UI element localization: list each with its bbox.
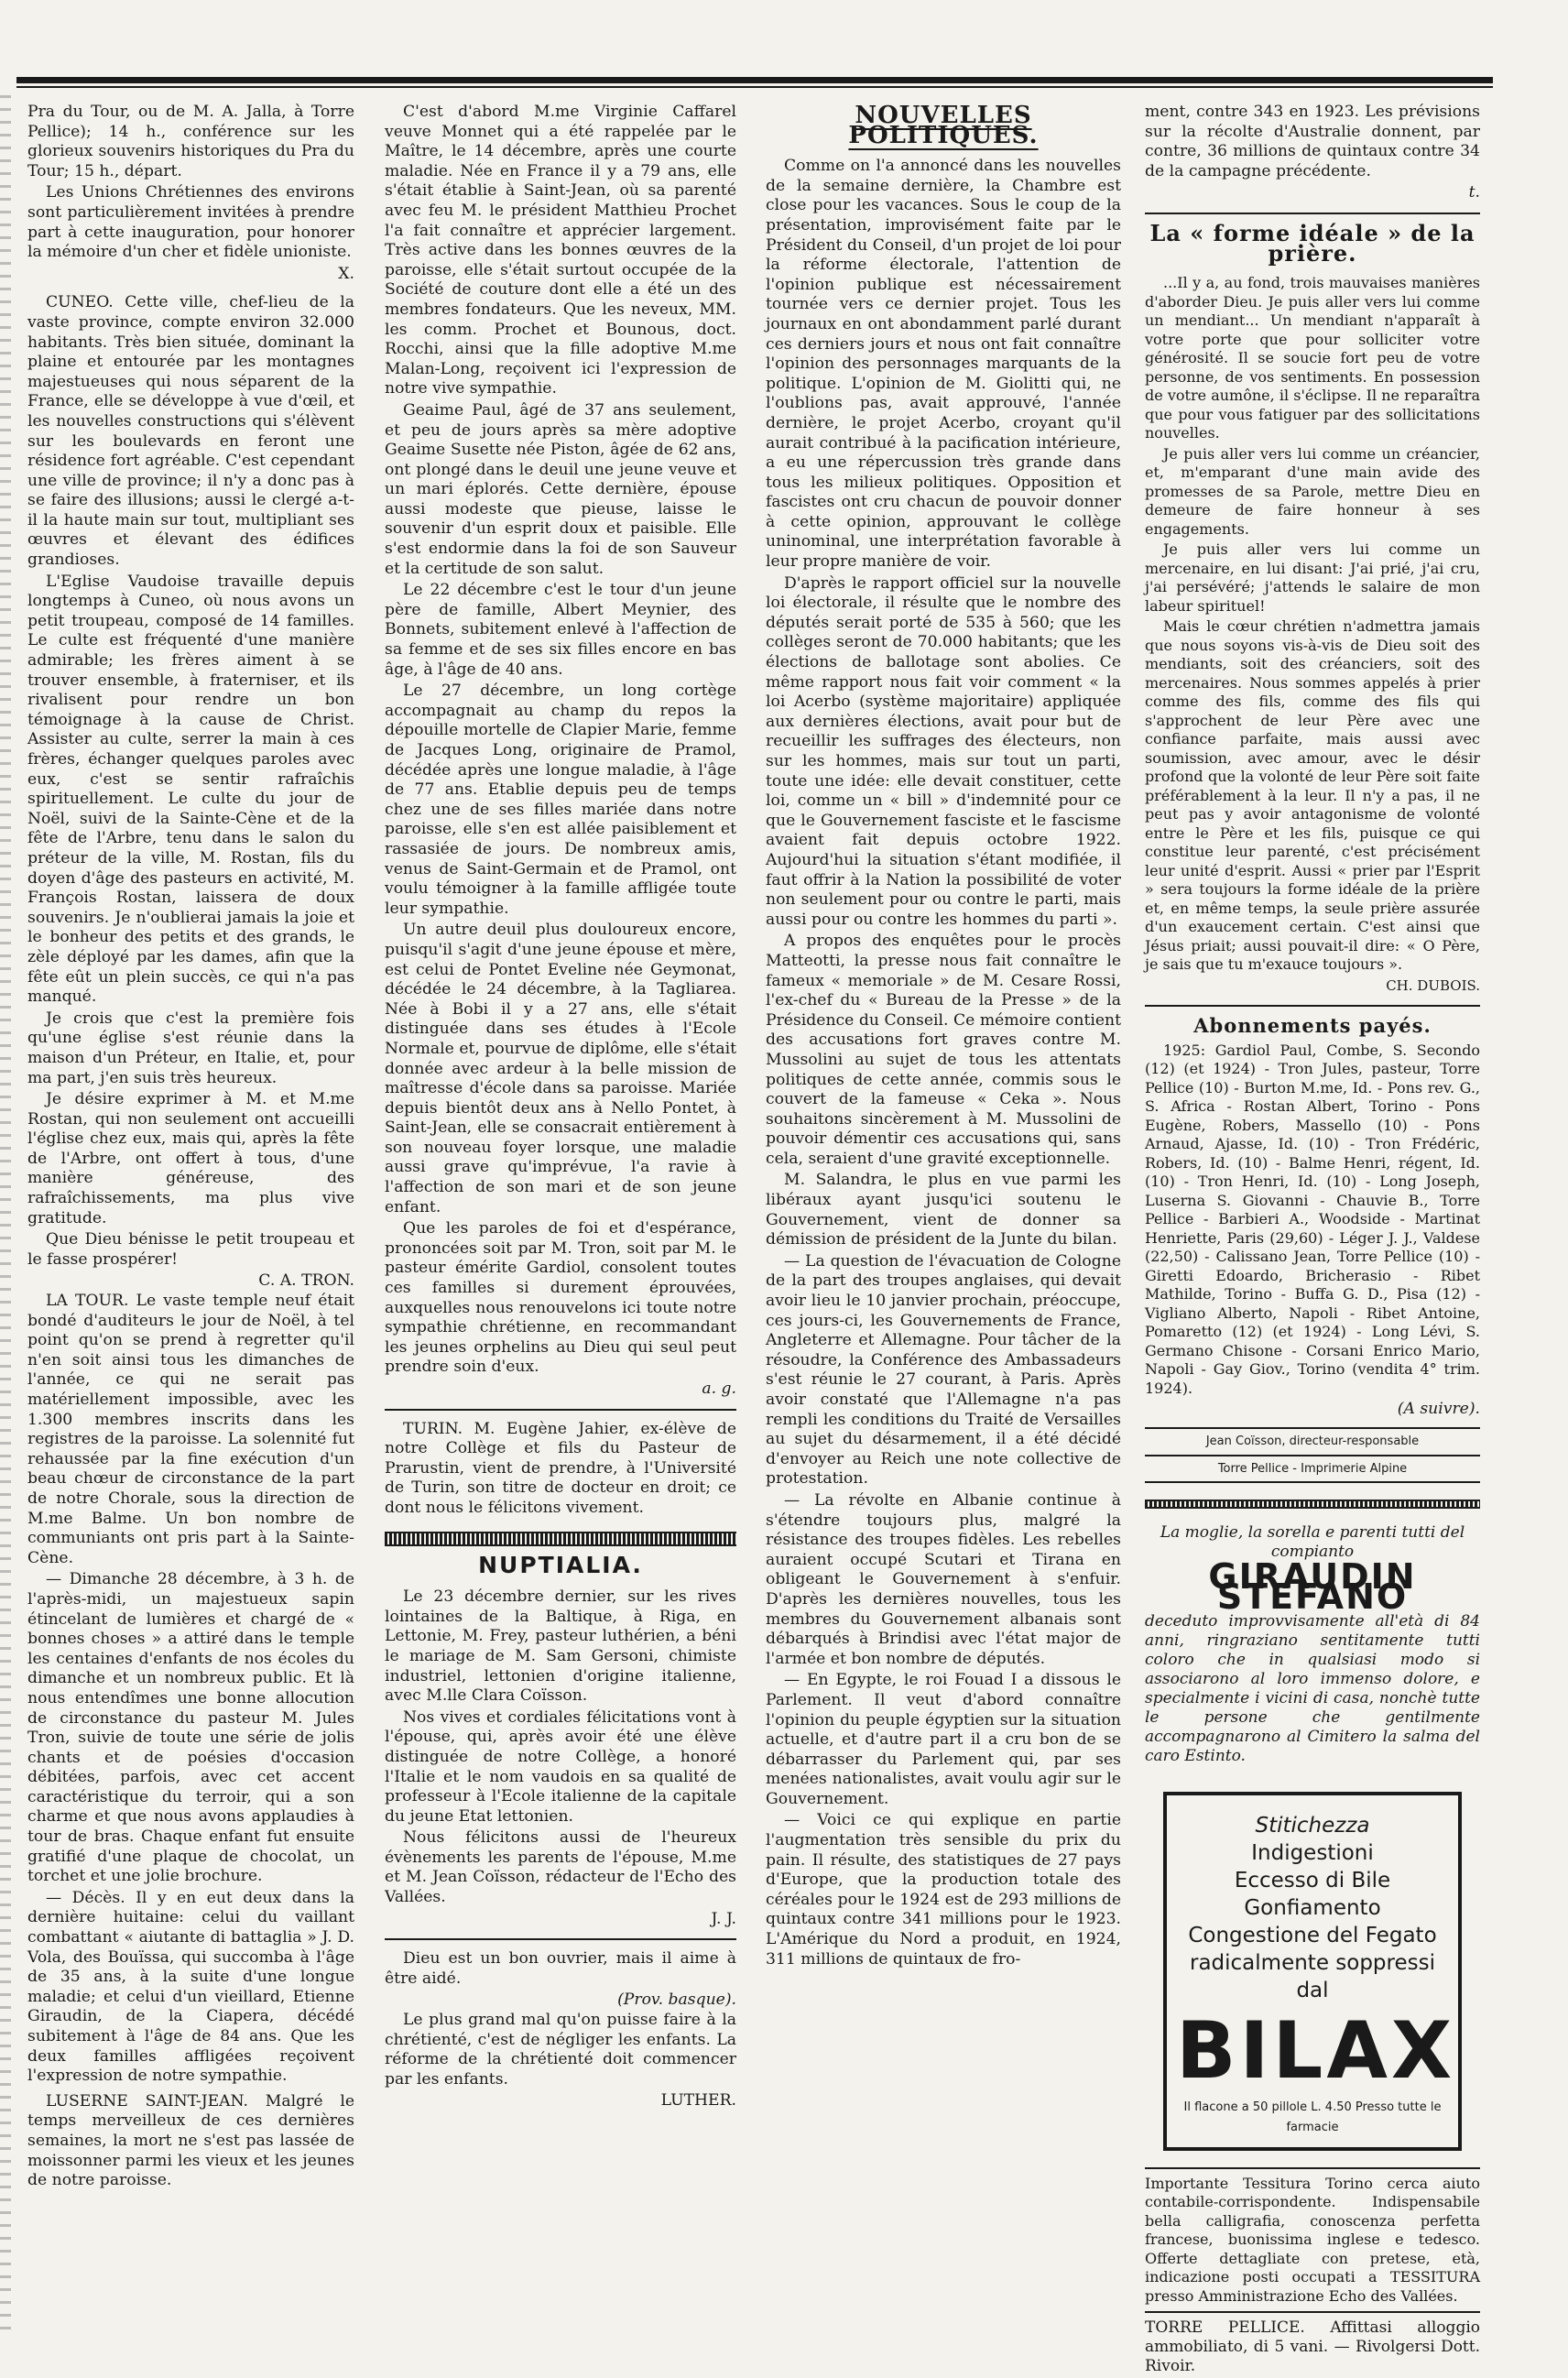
signature: (A suivre). bbox=[1397, 1400, 1480, 1419]
paragraph: Je puis aller vers lui comme un mercenaire, en lui disant: J'ai prié, j'ai cru, j'ai persévéré; j'attends le salaire de mon labeur spirituel! bbox=[1145, 540, 1480, 615]
signature: CH. DUBOIS. bbox=[1386, 976, 1480, 994]
paragraph: Nous félicitons aussi de l'heureux évènements les parents de l'épouse, M.me et M. Jean Coïsson, rédacteur de l'Echo des Vallées. bbox=[385, 1828, 736, 1907]
paragraph: L'Eglise Vaudoise travaille depuis longtemps à Cuneo, où nous avons un petit troupeau, composé de 14 familles. Le culte est fréquenté d'une manière admirable; les frères aiment à se trouver ensemble, à fraterniser, et ils rivalisent pour rendre un bon témoignage à la cause de Christ. Assister au culte, serrer la main à ces frères, échanger quelques paroles avec eux, c'est se sentir rafraîchis spirituellement. Le culte du jour de Noël, suivi de la Sainte-Cène et de la fête de l'Arbre, tenu dans le salon du préteur de la ville, M. Rostan, fils du doyen d'âge des pasteurs en activité, M. François Rostan, laissera de doux souvenirs. Je n'oublierai jamais la joie et le bonheur des petits et des grands, le zèle déployé par les dames, afin que la fête eût un plein succès, ce qui n'a pas manqué. bbox=[27, 572, 354, 1007]
column-1 bbox=[27, 103, 354, 2193]
paragraph: Mais le cœur chrétien n'admettra jamais que nous soyons vis-à-vis de Dieu soit des mendiants, soit des créanciers, soit des mercenaires. Nous sommes appelés à prier comme des fils, comme des fils qui s'approchent de leur Père avec une confiance parfaite, mais aussi avec soumission, avec amour, avec le désir profond que la volonté de leur Père soit faite préférablement à la leur. Il n'y a pas, il ne peut pas y avoir antagonisme de volonté entre le Père et les fils, puisque ce qui constitue leur parenté, c'est précisément leur unité d'esprit. Aussi « prier par l'Esprit » sera toujours la forme idéale de la prière et, en même temps, la seule prière assurée d'un exaucement certain. C'est ainsi que Jésus priait; aussi pouvait-il dire: « O Père, je sais que tu m'exauce toujours ». bbox=[1145, 617, 1480, 974]
paragraph-subscriptions: 1925: Gardiol Paul, Combe, S. Secondo (12) (et 1924) - Tron Jules, pasteur, Torre Pellice (10) - Burton M.me, Id. - Pons rev. G., S. Africa - Rostan Albert, Torino - Pons Eugène, Robers, Massello (10) - Pons Arnaud, Ajasse, Id. (10) - Tron Frédéric, Robers, Id. (10) - Balme Henri, régent, Id. (10) - Tron Henri, Id. (10) - Long Joseph, Luserna S. Giovanni - Chauvie B., Torre Pellice - Barbieri A., Woodside - Martinat Henriette, Paris (29,60) - Léger J. J., Valdese (22,50) - Calissano Jean, Torre Pellice (10) - Giretti Edoardo, Bricherasio - Ribet Mathilde, Torino - Buffa G. D., Pisa (12) - Vigliano Alberto, Napoli - Ribet Antoine, Pomaretto (12) (et 1924) - Long Lévi, S. Germano Chisone - Corsani Enrico Mario, Napoli - Gay Giov., Torino (vendita 4° trim. 1924). bbox=[1145, 1041, 1480, 1397]
paragraph: — En Egypte, le roi Fouad I a dissous le Parlement. Il veut d'abord connaître l'opinion du peuple égyptien sur la situation actuelle, et d'autre part il a cru bon de se débarrasser du Parlement qui, par ses menées nationalistes, avait voulu agir sur le Gouvernement. bbox=[766, 1671, 1121, 1808]
classified-torre-pellice: TORRE PELLICE. Affittasi alloggio ammobiliato, di 5 vani. — Rivolgersi Dott. Rivoir. bbox=[1145, 2318, 1480, 2375]
paragraph: Je désire exprimer à M. et M.me Rostan, qui non seulement ont accueilli l'église chez eux, mais qui, après la fête de l'Arbre, ont offert à tous, d'une manière généreuse, des rafraîchissements, ma plus vive gratitude. bbox=[27, 1090, 354, 1227]
obituary-intro: La moglie, la sorella e parenti tutti del compianto bbox=[1160, 1523, 1465, 1562]
signature: X. bbox=[338, 264, 354, 283]
paragraph: Le 22 décembre c'est le tour d'un jeune père de famille, Albert Meynier, des Bonnets, subitement enlevé à l'affection de sa femme et de ses six filles encore en bas âge, à l'âge de 40 ans. bbox=[385, 581, 736, 679]
ad-line: Congestione del Fegato bbox=[1188, 1924, 1437, 1948]
ad-line: radicalmente soppressi dal bbox=[1190, 1951, 1435, 2003]
section-title-nouvelles-politiques: NOUVELLES POLITIQUES. bbox=[848, 102, 1039, 149]
divider bbox=[1145, 213, 1480, 214]
signature: t. bbox=[1468, 183, 1480, 202]
paragraph: Je crois que c'est la première fois qu'une église s'est réunie dans la maison d'un Préteur, en Italie, et, pour ma part, j'en suis très heureux. bbox=[27, 1009, 354, 1087]
signature: (Prov. basque). bbox=[617, 1991, 736, 2010]
paragraph: ment, contre 343 en 1923. Les prévisions sur la récolte d'Australie donnent, par contre, 36 millions de quintaux contre 34 de la campagne précédente. bbox=[1145, 103, 1480, 180]
classified-tessitura: Importante Tessitura Torino cerca aiuto contabile-corrispondente. Indispensabile bella calligrafia, conoscenza perfetta francese, buonissima inglese e tedesco. Offerte dettagliate con pretese, età, indicazione posti occupati a TESSITURA presso Amministrazione Echo des Vallées. bbox=[1145, 2174, 1480, 2305]
paragraph: Pra du Tour, ou de M. A. Jalla, à Torre Pellice); 14 h., conférence sur les glorieux souvenirs historiques du Pra du Tour; 15 h., départ. bbox=[27, 103, 354, 180]
paragraph: Geaime Paul, âgé de 37 ans seulement, et peu de jours après sa mère adoptive Geaime Susette née Piston, âgée de 62 ans, ont plongé dans le deuil une jeune veuve et un mari éplorés. Cette dernière, épouse aussi modeste que pieuse, laisse le souvenir d'un esprit doux et paisible. Elle s'est endormie dans la foi de son Sauveur et la certitude de son salut. bbox=[385, 400, 736, 578]
obituary-name: GIRAUDIN STEFANO bbox=[1208, 1556, 1417, 1617]
signature: J. J. bbox=[711, 1909, 736, 1928]
divider bbox=[1145, 1427, 1480, 1429]
bilax-advertisement bbox=[1163, 1792, 1462, 2150]
quote: Le plus grand mal qu'on puisse faire à la chrétienté, c'est de négliger les enfants. La réforme de la chrétienté doit commencer par les enfants. bbox=[385, 2011, 736, 2089]
section-title-nuptialia: NUPTIALIA. bbox=[478, 1551, 643, 1578]
paragraph-deces: — Décès. Il y en eut deux dans la dernière huitaine: celui du vaillant combattant « aiutante di battaglia » J. D. Vola, des Bouïssa, qui succomba à l'âge de 35 ans, à la suite d'une longue maladie; et celui d'un vieillard, Etienne Giraudin, de la Ciapera, décédé subitement à l'âge de 84 ans. Que les deux familles affligées reçoivent l'expression de notre sympathie. bbox=[27, 1888, 354, 2086]
ad-line: Gonfiamento bbox=[1244, 1896, 1381, 1921]
paragraph: Nos vives et cordiales félicitations vont à l'épouse, qui, après avoir été une élève distinguée de notre Collège, a honoré l'Italie et le nom vaudois en sa qualité de professeur à l'Ecole italienne de la capitale du jeune Etat lettonien. bbox=[385, 1707, 736, 1826]
paragraph: — Dimanche 28 décembre, à 3 h. de l'après-midi, un majestueux sapin étincelant de lumières et chargé de « bonnes choses » a attiré dans le temple les centaines d'enfants de nos écoles du dimanche et un nombreux public. Et là nous entendîmes une bonne allocution de circonstance du pasteur M. Jules Tron, suivie de toute une série de jolis chants et de poésies d'occasion débitées, parfois, avec cet accent caractéristique du terroir, qui a son charme et que nous avons applaudies à tour de bras. Chaque enfant fut ensuite gratifié d'une plaque de chocolat, un torchet et une jolie brochure. bbox=[27, 1570, 354, 1886]
paragraph-turin: TURIN. M. Eugène Jahier, ex-élève de notre Collège et fils du Pasteur de Prarustin, vient de prendre, à l'Université de Turin, son titre de docteur en droit; ce dont nous le félicitons vivement. bbox=[385, 1419, 736, 1517]
section-title-priere: La « forme idéale » de la prière. bbox=[1149, 219, 1475, 267]
ad-brand: BILAX bbox=[1176, 2005, 1456, 2098]
signature: LUTHER. bbox=[660, 2091, 736, 2111]
divider bbox=[385, 1409, 736, 1411]
paragraph: C'est d'abord M.me Virginie Caffarel veuve Monnet qui a été rappelée par le Maître, le 14 décembre, après une courte maladie. Née en France il y a 79 ans, elle s'était établie à Saint-Jean, où sa parenté avec feu M. le président Matthieu Prochet l'a fait connaître et apprécier largement. Très active dans les bonnes œuvres de la paroisse, elle s'était surtout occupée de la Société de couture dont elle a été un des membres fondateurs. Que les neveux, MM. les comm. Prochet et Bounous, doct. Rocchi, ainsi que la fille adoptive M.me Malan-Long, reçoivent ici l'expression de notre vive sympathie. bbox=[385, 103, 736, 398]
paragraph-cuneo: CUNEO. Cette ville, chef-lieu de la vaste province, compte environ 32.000 habitants. Très bien située, dominant la plaine et entourée par les montagnes majestueuses qui nous séparent de la France, elle se développe à vue d'œil, et les nouvelles constructions qui s'élèvent sur les boulevards en feront une résidence fort agréable. C'est cependant une ville de province; il n'y a donc pas à se faire des illusions; aussi le clergé a-t-il la haute main sur tout, multipliant ses œuvres et élevant des édifices grandioses. bbox=[27, 293, 354, 570]
divider bbox=[1145, 2167, 1480, 2169]
ad-line: Eccesso di Bile bbox=[1234, 1869, 1391, 1893]
divider bbox=[385, 1938, 736, 1940]
top-rule-thin bbox=[16, 86, 1493, 88]
divider bbox=[1145, 2311, 1480, 2313]
paragraph: Comme on l'a annoncé dans les nouvelles de la semaine dernière, la Chambre est close pour les vacances. Sous le coup de la présentation, improvisément faite par le Président du Conseil, d'un projet de loi pour la réforme électorale, l'attention de l'opinion publique est nécessairement tournée vers ce dernier projet. Tous les journaux en ont abondamment parlé durant ces derniers jours et nous ont fait connaître l'opinion des personnages marquants de la politique. L'opinion de M. Giolitti qui, ne l'oublions pas, avait approuvé, l'année dernière, le projet Acerbo, croyant qu'il aurait contribué à la pacification intérieure, a eu une répercussion très grande dans tous les milieux politiques. Opposition et fascistes ont cru chacun de pouvoir donner à cette opinion, approuvant le collège uninominal, une interprétation favorable à leur propre manière de voir. bbox=[766, 157, 1121, 572]
paragraph: Que Dieu bénisse le petit troupeau et le fasse prospérer! bbox=[27, 1230, 354, 1269]
paragraph-la-tour: LA TOUR. Le vaste temple neuf était bondé d'auditeurs le jour de Noël, à tel point qu'on se prend à regretter qu'il n'en soit ainsi tous les dimanches de l'année, ce qui ne serait pas matériellement impossible, avec les 1.300 membres inscrits dans les registres de la paroisse. La solennité fut rehaussée par la fine exécution d'un beau chœur de circonstance de la part de notre Chorale, sous la direction de M.me Balme. Un bon nombre de communiants ont pris part à la Sainte-Cène. bbox=[27, 1292, 354, 1567]
ad-line: Indigestioni bbox=[1251, 1841, 1374, 1866]
paragraph: Que les paroles de foi et d'espérance, prononcées soit par M. Tron, soit par M. le pasteur émérite Gardiol, consolent toutes ces familles si durement éprouvées, auxquelles nous renouvelons ici toute notre sympathie chrétienne, en recommandant les jeunes orphelins au Dieu qui seul peut prendre soin d'eux. bbox=[385, 1219, 736, 1377]
decorative-divider bbox=[385, 1532, 736, 1546]
paragraph: M. Salandra, le plus en vue parmi les libéraux ayant jusqu'ici soutenu le Gouvernement, vient de donner sa démission de président de la Junte du bilan. bbox=[766, 1171, 1121, 1249]
paragraph: D'après le rapport officiel sur la nouvelle loi électorale, il résulte que le nombre des députés serait porté de 535 à 560; que les collèges seront de 70.000 habitants; que les élections de ballotage sont abolies. Ce même rapport nous fait voir comment « la loi Acerbo (système majoritaire) appliquée aux dernières élections, avait pour but de recueillir les suffrages des électeurs, non sur les hommes, mais sur tout un parti, toute une idée: elle devait constituer, cette loi, comme un « bill » d'indemnité pour ce que le Gouvernement fasciste et le fascisme avaient fait depuis octobre 1922. Aujourd'hui la situation s'étant modifiée, il faut offrir à la Nation la possibilité de voter non seulement pour ou contre le parti, mais aussi pour ou contre les hommes du parti ». bbox=[766, 573, 1121, 929]
paragraph: Les Unions Chrétiennes des environs sont particulièrement invitées à prendre part à cette inauguration, pour honorer la mémoire d'un cher et fidèle unioniste. bbox=[27, 183, 354, 262]
signature: a. g. bbox=[702, 1380, 736, 1398]
top-rule bbox=[16, 77, 1493, 83]
divider bbox=[1145, 1005, 1480, 1007]
paragraph: — La révolte en Albanie continue à s'étendre toujours plus, malgré la résistance des troupes fidèles. Les rebelles auraient occupé Scutari et Tirana en obligeant le Gouvernement à s'enfuir. D'après les dernières nouvelles, tous les membres du Gouvernement albanais sont débarqués à Brindisi avec l'état major de l'armée et bon nombre de députés. bbox=[766, 1490, 1121, 1668]
ad-footer: Il flacone a 50 pillole L. 4.50 Presso tutte le farmacie bbox=[1183, 2100, 1442, 2134]
signature: C. A. TRON. bbox=[258, 1271, 354, 1291]
paragraph: Un autre deuil plus douloureux encore, puisqu'il s'agit d'une jeune épouse et mère, est celui de Pontet Eveline née Geymonat, décédée le 24 décembre, à la Tagliarea. Née à Bobi il y a 27 ans, elle s'était distinguée dans ses études à l'Ecole Normale et, pourvue de diplôme, elle s'était donnée avec ardeur à la belle mission de maîtresse d'école dans sa paroisse. Mariée depuis bientôt deux ans à Nello Pontet, à Saint-Jean, elle se consacrait entièrement à son nouveau foyer lorsque, une maladie aussi grave qu'imprévue, l'a ravie à l'affection de son mari et de son jeune enfant. bbox=[385, 921, 736, 1216]
column-4 bbox=[1145, 103, 1480, 2378]
paragraph-luserne: LUSERNE SAINT-JEAN. Malgré le temps merveilleux de ces dernières semaines, la mort ne s'est pas lassée de moissonner parmi les vieux et les jeunes de notre paroisse. bbox=[27, 2091, 354, 2190]
obituary-text: deceduto improvvisamente all'età di 84 anni, ringraziano sentitamente tutti coloro che in qualsiasi modo si associarono al loro immenso dolore, e specialmente i vicini di casa, nonchè tutte le persone che gentilmente accompagnarono al Cimitero la salma del caro Estinto. bbox=[1145, 1612, 1480, 1766]
proverb: Dieu est un bon ouvrier, mais il aime à être aidé. bbox=[385, 1949, 736, 1988]
paragraph: A propos des enquêtes pour le procès Matteotti, la presse nous fait connaître le fameux « memoriale » de M. Cesare Rossi, l'ex-chef du « Bureau de la Presse » de la Présidence du Conseil. Ce mémoire contient des accusations fort graves contre M. Mussolini au sujet de tous les attentats politiques de cette année, commis sous le couvert de la fameuse « Ceka ». Nous souhaitons sincèrement à M. Mussolini de pouvoir démentir ces accusations qui, sans cela, seraient d'une gravité exceptionnelle. bbox=[766, 932, 1121, 1168]
column-2 bbox=[385, 103, 736, 2111]
divider bbox=[1145, 1455, 1480, 1456]
column-3 bbox=[766, 103, 1121, 1971]
paragraph: — Voici ce qui explique en partie l'augmentation très sensible du prix du pain. Il résulte, des statistiques de 27 pays d'Europe, que la production totale des céréales pour le 1924 est de 293 millions de quintaux contre 341 millions pour le 1923. L'Amérique du Nord a produit, en 1924, 311 millions de quintaux de fro- bbox=[766, 1811, 1121, 1969]
imprint-printer: Torre Pellice - Imprimerie Alpine bbox=[1217, 1461, 1408, 1476]
page-edge-shadow bbox=[0, 95, 11, 2338]
paragraph: Le 27 décembre, un long cortège accompagnait au champ du repos la dépouille mortelle de Clapier Marie, femme de Jacques Long, originaire de Pramol, décédée après une longue maladie, à l'âge de 77 ans. Etablie depuis peu de temps chez une de ses filles mariée dans notre paroisse, elle s'en est allée paisiblement et rassasiée de jours. De nombreux amis, venus de Saint-Germain et de Pramol, ont voulu témoigner à la famille affligée toute leur sympathie. bbox=[385, 682, 736, 918]
decorative-divider bbox=[1145, 1500, 1480, 1509]
paragraph: ...Il y a, au fond, trois mauvaises manières d'aborder Dieu. Je puis aller vers lui comme un mendiant... Un mendiant n'apparaît à votre porte que pour solliciter votre générosité. Il se soucie fort peu de votre personne, de vos sentiments. En possession de votre aumône, il s'éclipse. Il ne reparaîtra que pour vous fatiguer par des sollicitations nouvelles. bbox=[1145, 274, 1480, 442]
divider bbox=[1145, 1481, 1480, 1483]
paragraph: Je puis aller vers lui comme un créancier, et, m'emparant d'une main avide des promesses de sa Parole, mettre Dieu en demeure de faire honneur à ses engagements. bbox=[1145, 444, 1480, 538]
ad-line: Stitichezza bbox=[1255, 1814, 1370, 1838]
paragraph: — La question de l'évacuation de Cologne de la part des troupes anglaises, qui devait avoir lieu le 10 janvier prochain, préoccupe, ces jours-ci, les Gouvernements de France, Angleterre et Allemagne. Pour tâcher de la résoudre, la Conférence des Ambassadeurs s'est réunie le 27 courant, à Paris. Après avoir constaté que l'Allemagne n'a pas rempli les conditions du Traité de Versailles au sujet du désarmement, il a été décidé d'envoyer au Reich une note collective de protestation. bbox=[766, 1251, 1121, 1489]
section-title-abonnements: Abonnements payés. bbox=[1193, 1014, 1432, 1038]
imprint-director: Jean Coïsson, directeur-responsable bbox=[1205, 1434, 1420, 1448]
paragraph: Le 23 décembre dernier, sur les rives lointaines de la Baltique, à Riga, en Lettonie, M. Frey, pasteur luthérien, a béni le mariage de M. Sam Gersoni, chimiste industriel, lettonien d'origine italienne, avec M.lle Clara Coïsson. bbox=[385, 1587, 736, 1706]
